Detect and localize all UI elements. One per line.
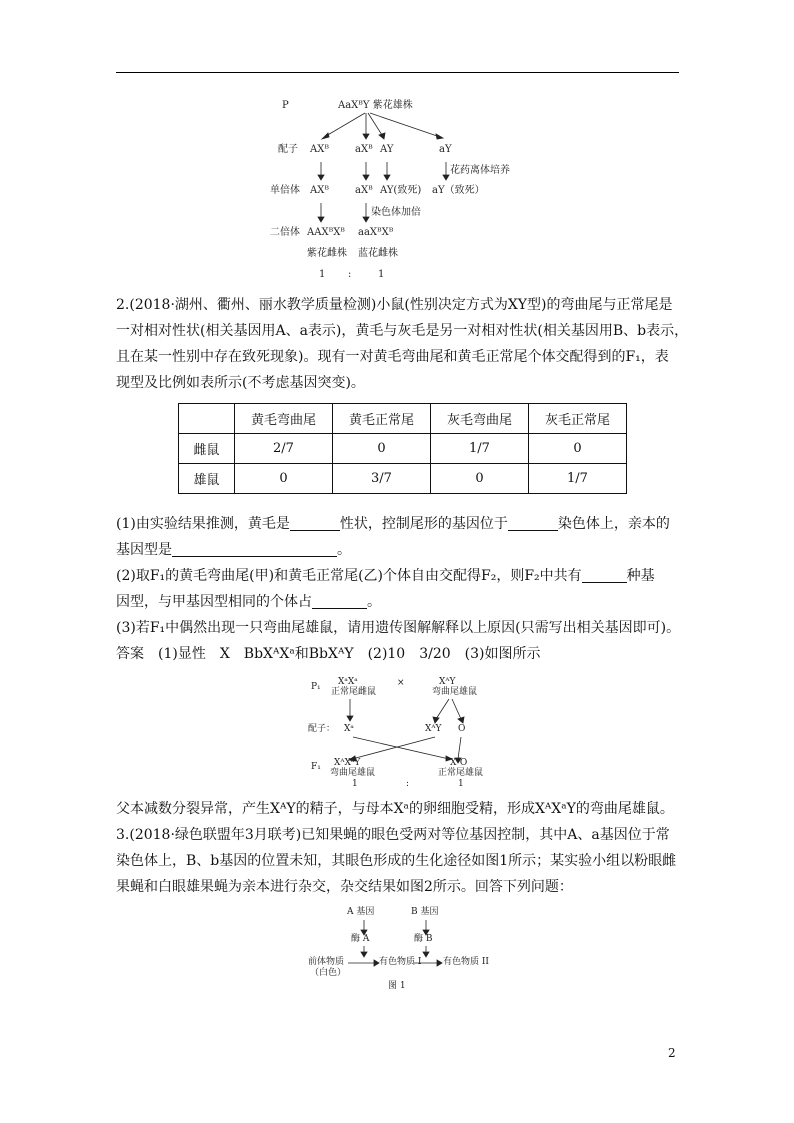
diploid-1: AAXᴮXᴮ bbox=[307, 227, 345, 238]
haploid-3: AY(致死) bbox=[380, 185, 422, 196]
haploid-4: aY（致死） bbox=[432, 185, 485, 196]
stem-line: 2.(2018·湖州、衢州、丽水教学质量检测)小鼠(性别决定方式为XY型)的弯曲尾与正常尾是 bbox=[116, 297, 673, 313]
p-label: P₁ bbox=[311, 682, 321, 692]
enzyme-b-label: 酶 B bbox=[414, 934, 433, 944]
stem-line: 一对相对性状(相关基因用A、a表示)，黄毛与灰毛是另一对相对性状(相关基因用B、b表示， bbox=[116, 323, 689, 339]
stem-line: 现型及比例如表所示(不考虑基因突变)。 bbox=[116, 375, 365, 391]
answer-blank bbox=[582, 566, 627, 583]
stem-line: 且在某一性别中存在致死现象)。现有一对黄毛弯曲尾和黄毛正常尾个体交配得到的F₁，表 bbox=[116, 349, 669, 365]
precursor-label: 前体物质 bbox=[308, 957, 345, 967]
father-genotype: XᴬY bbox=[439, 677, 456, 687]
table-cell: 3/7 bbox=[333, 464, 431, 494]
colored-substance-2: 有色物质 II bbox=[443, 957, 489, 967]
colored-substance-1: 有色物质 I bbox=[379, 957, 422, 967]
subquestion-2-line-2 bbox=[116, 589, 682, 615]
subquestion-1-line-1 bbox=[116, 511, 682, 537]
gene-b-label: B 基因 bbox=[411, 907, 439, 917]
table-header-cell: 灰毛正常尾 bbox=[529, 404, 627, 434]
ratio-left: 1 bbox=[352, 779, 358, 789]
enzyme-a-label: 酶 A bbox=[351, 934, 370, 944]
phenotype-2: 蓝花雌株 bbox=[358, 248, 398, 259]
question-2-subparts bbox=[116, 511, 682, 667]
answer-blank bbox=[508, 514, 558, 531]
table-cell: 0 bbox=[431, 464, 529, 494]
ratio-sep: : bbox=[348, 269, 352, 280]
mother-phenotype: 正常尾雌鼠 bbox=[331, 687, 377, 697]
culture-note: 花药离体培养 bbox=[450, 165, 510, 176]
question-2-stem bbox=[116, 292, 689, 396]
answer-line: 答案 (1)显性 X BbXᴬXᵃ和BbXᴬY (2)10 3/20 (3)如图所示 bbox=[116, 646, 541, 662]
table-cell: 雄鼠 bbox=[179, 464, 235, 494]
question-3-block bbox=[116, 796, 682, 900]
header-rule bbox=[116, 72, 679, 73]
text-run: 染色体上，亲本的 bbox=[557, 516, 670, 532]
text-run: 种基 bbox=[626, 568, 655, 584]
table-cell: 0 bbox=[529, 434, 627, 464]
phenotype-1: 紫花雌株 bbox=[307, 248, 347, 259]
gamete-father-2: O bbox=[458, 724, 466, 734]
stem-line: 3.(2018·绿色联盟年3月联考)已知果蝇的眼色受两对等位基因控制，其中A、a基因位于常 bbox=[116, 827, 670, 843]
cross-diagram bbox=[308, 677, 508, 789]
table-header-row bbox=[179, 404, 627, 434]
stem-line: 果蝇和白眼雄果蝇为亲本进行杂交，杂交结果如图2所示。回答下列问题： bbox=[116, 879, 573, 895]
table-cell: 0 bbox=[333, 434, 431, 464]
gamete-1: AXᴮ bbox=[310, 144, 329, 155]
table-cell: 1/7 bbox=[431, 434, 529, 464]
haploid-label: 单倍体 bbox=[270, 185, 300, 196]
table-header-cell: 灰毛弯曲尾 bbox=[431, 404, 529, 434]
figure-caption: 图 1 bbox=[388, 981, 406, 991]
gamete-father-1: XᴬY bbox=[425, 724, 442, 734]
gene-a-label: A 基因 bbox=[347, 907, 375, 917]
gamete-mother: Xᵃ bbox=[344, 724, 354, 734]
stem-line: 染色体上，B、b基因的位置未知，其眼色形成的生化途径如图1所示；某实验小组以粉眼雌 bbox=[116, 853, 677, 869]
table-header-cell bbox=[179, 404, 235, 434]
ratio-right: 1 bbox=[378, 269, 385, 280]
text-run: 。 bbox=[337, 542, 351, 558]
parent-genotype: AaXᴮY 紫花雄株 bbox=[338, 100, 413, 111]
table-row bbox=[179, 434, 627, 464]
gamete-label: 配子 bbox=[278, 144, 298, 155]
ratio-right: 1 bbox=[458, 779, 464, 789]
diploid-label: 二倍体 bbox=[270, 227, 300, 238]
table-row bbox=[179, 464, 627, 494]
table-cell: 雌鼠 bbox=[179, 434, 235, 464]
gamete-label: 配子： bbox=[308, 724, 336, 734]
table-header-cell: 黄毛正常尾 bbox=[333, 404, 431, 434]
gamete-3: AY bbox=[380, 144, 394, 155]
cross-sign: × bbox=[397, 678, 405, 688]
offspring-1-phenotype: 弯曲尾雄鼠 bbox=[330, 768, 376, 778]
text-run: 。 bbox=[367, 594, 381, 610]
offspring-1: XᴬXᵃY bbox=[334, 758, 361, 768]
father-phenotype: 弯曲尾雄鼠 bbox=[432, 687, 478, 697]
answer-blank bbox=[290, 514, 340, 531]
table-cell: 1/7 bbox=[529, 464, 627, 494]
text-run: (2)取F₁的黄毛弯曲尾(甲)和黄毛正常尾(乙)个体自由交配得F₂，则F₂中共有 bbox=[116, 568, 582, 584]
diploid-2: aaXᴮXᴮ bbox=[358, 227, 394, 238]
results-table bbox=[178, 403, 627, 494]
subquestion-3: (3)若F₁中偶然出现一只弯曲尾雄鼠，请用遗传图解解释以上原因(只需写出相关基因即可)。 bbox=[116, 620, 681, 636]
doubling-note: 染色体加倍 bbox=[371, 207, 421, 218]
text-run: 基因型是 bbox=[116, 542, 172, 558]
explanation-line: 父本减数分裂异常，产生XᴬY的精子，与母本Xᵃ的卵细胞受精，形成XᴬXᵃY的弯曲尾雄鼠。 bbox=[116, 801, 674, 817]
haploid-1: AXᴮ bbox=[310, 185, 329, 196]
table-cell: 2/7 bbox=[235, 434, 333, 464]
precursor-color: （白色） bbox=[310, 968, 347, 978]
f-label: F₁ bbox=[311, 762, 321, 772]
mother-genotype: XᵃXᵃ bbox=[338, 677, 358, 687]
text-run: (1)由实验结果推测，黄毛是 bbox=[116, 516, 290, 532]
text-run: 因型，与甲基因型相同的个体占 bbox=[116, 594, 312, 610]
p-label: P bbox=[282, 100, 289, 111]
gamete-2: aXᴮ bbox=[355, 144, 373, 155]
page-number: 2 bbox=[668, 1046, 676, 1060]
offspring-2-phenotype: 正常尾雄鼠 bbox=[438, 768, 484, 778]
ratio-left: 1 bbox=[319, 269, 326, 280]
haploid-breeding-diagram bbox=[270, 96, 530, 286]
subquestion-2-line-1 bbox=[116, 563, 682, 589]
pathway-arrows bbox=[308, 906, 508, 996]
table-cell: 0 bbox=[235, 464, 333, 494]
gamete-4: aY bbox=[439, 144, 452, 155]
text-run: 性状，控制尾形的基因位于 bbox=[339, 516, 508, 532]
table-header-cell: 黄毛弯曲尾 bbox=[235, 404, 333, 434]
answer-blank bbox=[312, 592, 367, 609]
offspring-2: XᵃO bbox=[450, 758, 468, 768]
answer-blank bbox=[172, 540, 337, 557]
pathway-diagram bbox=[308, 906, 508, 996]
subquestion-1-line-2 bbox=[116, 537, 682, 563]
ratio-sep: : bbox=[406, 779, 410, 789]
haploid-2: aXᴮ bbox=[355, 185, 373, 196]
